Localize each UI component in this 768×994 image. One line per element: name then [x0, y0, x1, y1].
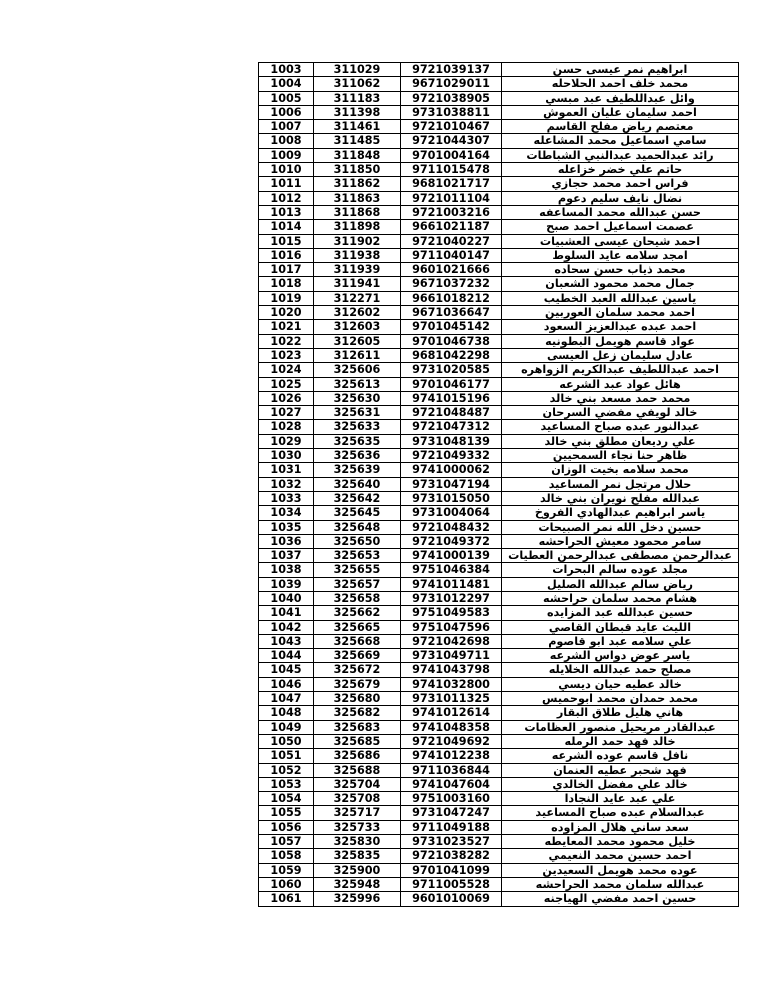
cell-number: 325948 [314, 877, 401, 891]
table-row [259, 348, 739, 362]
cell-number: 325669 [314, 649, 401, 663]
table-row [259, 377, 739, 391]
cell-sequence: 1049 [259, 720, 314, 734]
cell-sequence: 1021 [259, 320, 314, 334]
cell-sequence: 1027 [259, 406, 314, 420]
cell-name: سامر محمود معيش الحراحشه [502, 534, 739, 548]
cell-name: نافل قاسم عوده الشرعه [502, 749, 739, 763]
cell-name: عبدالسلام عبده صباح المساعيد [502, 806, 739, 820]
cell-name: احمد عبده عبدالعزيز السعود [502, 320, 739, 334]
cell-national-id: 9721048487 [401, 406, 502, 420]
cell-number: 311898 [314, 220, 401, 234]
cell-sequence: 1012 [259, 191, 314, 205]
cell-national-id: 9721039137 [401, 63, 502, 77]
cell-national-id: 9741000062 [401, 463, 502, 477]
cell-number: 325683 [314, 720, 401, 734]
cell-national-id: 9721040227 [401, 234, 502, 248]
cell-national-id: 9751046384 [401, 563, 502, 577]
table-row [259, 463, 739, 477]
cell-name: فراس احمد محمد حجازي [502, 177, 739, 191]
cell-name: خالد علي مفضل الخالدي [502, 777, 739, 791]
cell-national-id: 9731020585 [401, 363, 502, 377]
cell-sequence: 1040 [259, 591, 314, 605]
cell-name: محمد سلامه بخيت الوزان [502, 463, 739, 477]
cell-sequence: 1031 [259, 463, 314, 477]
table-row [259, 534, 739, 548]
table-row [259, 792, 739, 806]
cell-name: محمد ذياب حسن سحاده [502, 263, 739, 277]
table-row [259, 220, 739, 234]
table-row [259, 749, 739, 763]
cell-number: 325636 [314, 449, 401, 463]
table-row [259, 420, 739, 434]
cell-name: هائل عواد عبد الشرعه [502, 377, 739, 391]
cell-national-id: 9661021187 [401, 220, 502, 234]
table-row [259, 506, 739, 520]
cell-sequence: 1024 [259, 363, 314, 377]
cell-number: 325657 [314, 577, 401, 591]
cell-sequence: 1053 [259, 777, 314, 791]
cell-number: 325630 [314, 391, 401, 405]
table-row [259, 434, 739, 448]
cell-number: 325688 [314, 763, 401, 777]
cell-sequence: 1035 [259, 520, 314, 534]
cell-sequence: 1009 [259, 148, 314, 162]
cell-sequence: 1013 [259, 205, 314, 219]
cell-number: 311848 [314, 148, 401, 162]
cell-sequence: 1022 [259, 334, 314, 348]
cell-number: 325679 [314, 677, 401, 691]
cell-name: عوده محمد هويمل السعيدين [502, 863, 739, 877]
cell-name: سامي اسماعيل محمد المشاعله [502, 134, 739, 148]
cell-sequence: 1057 [259, 835, 314, 849]
cell-sequence: 1043 [259, 634, 314, 648]
table-row [259, 806, 739, 820]
cell-national-id: 9741032800 [401, 677, 502, 691]
table-row [259, 863, 739, 877]
cell-sequence: 1048 [259, 706, 314, 720]
cell-national-id: 9701041099 [401, 863, 502, 877]
cell-sequence: 1047 [259, 692, 314, 706]
cell-name: محمد حمد مسعد بني خالد [502, 391, 739, 405]
cell-number: 325680 [314, 692, 401, 706]
cell-name: احمد محمد سلمان العوربين [502, 306, 739, 320]
cell-national-id: 9721047312 [401, 420, 502, 434]
cell-name: عبدالرحمن مصطفى عبدالرحمن العطيات [502, 549, 739, 563]
cell-sequence: 1025 [259, 377, 314, 391]
cell-name: حسين احمد مفضي الهياجنه [502, 892, 739, 906]
cell-sequence: 1007 [259, 120, 314, 134]
cell-national-id: 9741047604 [401, 777, 502, 791]
cell-national-id: 9701045142 [401, 320, 502, 334]
cell-number: 325640 [314, 477, 401, 491]
cell-sequence: 1051 [259, 749, 314, 763]
cell-name: مجلد عوده سالم البحرات [502, 563, 739, 577]
cell-national-id: 9721049332 [401, 449, 502, 463]
cell-name: الليث عايد قبطان القاصي [502, 620, 739, 634]
table-row [259, 620, 739, 634]
cell-number: 325835 [314, 849, 401, 863]
cell-national-id: 9701046738 [401, 334, 502, 348]
cell-national-id: 9731004064 [401, 506, 502, 520]
cell-name: ياسر ابراهيم عبدالهادي الفروخ [502, 506, 739, 520]
cell-number: 325606 [314, 363, 401, 377]
table-row [259, 692, 739, 706]
table-row [259, 291, 739, 305]
table-row [259, 248, 739, 262]
cell-sequence: 1029 [259, 434, 314, 448]
names-table [258, 62, 739, 907]
cell-name: احمد عبداللطيف عبدالكريم الزواهره [502, 363, 739, 377]
cell-sequence: 1036 [259, 534, 314, 548]
cell-sequence: 1019 [259, 291, 314, 305]
cell-national-id: 9751049583 [401, 606, 502, 620]
cell-name: ياسين عبدالله العبد الخطيب [502, 291, 739, 305]
cell-name: عادل سليمان زعل العيسى [502, 348, 739, 362]
cell-sequence: 1058 [259, 849, 314, 863]
cell-name: علي رديعان مطلق بني خالد [502, 434, 739, 448]
cell-national-id: 9711005528 [401, 877, 502, 891]
cell-national-id: 9741000139 [401, 549, 502, 563]
cell-name: جمال محمد محمود الشعبان [502, 277, 739, 291]
table-row [259, 205, 739, 219]
table-row [259, 134, 739, 148]
cell-sequence: 1003 [259, 63, 314, 77]
table-row [259, 105, 739, 119]
cell-name: حسين دخل الله نمر الصبيحات [502, 520, 739, 534]
cell-name: حلال مرتجل نمر المساعيد [502, 477, 739, 491]
cell-name: مصلح حمد عبدالله الخلايله [502, 663, 739, 677]
cell-national-id: 9681042298 [401, 348, 502, 362]
cell-national-id: 9711015478 [401, 163, 502, 177]
cell-name: عواد قاسم هويمل البطونيه [502, 334, 739, 348]
cell-number: 311398 [314, 105, 401, 119]
table-row [259, 77, 739, 91]
cell-national-id: 9721048432 [401, 520, 502, 534]
cell-name: حاتم علي خضر خزاعله [502, 163, 739, 177]
cell-number: 312605 [314, 334, 401, 348]
cell-national-id: 9721042698 [401, 634, 502, 648]
cell-national-id: 9731023527 [401, 835, 502, 849]
cell-name: احمد حسين محمد النعيمي [502, 849, 739, 863]
cell-national-id: 9751047596 [401, 620, 502, 634]
cell-sequence: 1060 [259, 877, 314, 891]
cell-number: 311939 [314, 263, 401, 277]
table-row [259, 263, 739, 277]
cell-name: عبدالقادر مريحيل منصور العظامات [502, 720, 739, 734]
cell-name: ظاهر حنا نجاء السمحيين [502, 449, 739, 463]
cell-name: امجد سلامه عايد السلوط [502, 248, 739, 262]
cell-number: 325650 [314, 534, 401, 548]
cell-national-id: 9731048139 [401, 434, 502, 448]
table-row [259, 677, 739, 691]
cell-national-id: 9701004164 [401, 148, 502, 162]
cell-national-id: 9741048358 [401, 720, 502, 734]
cell-national-id: 9671036647 [401, 306, 502, 320]
cell-national-id: 9731012297 [401, 591, 502, 605]
cell-sequence: 1005 [259, 91, 314, 105]
cell-sequence: 1039 [259, 577, 314, 591]
table-row [259, 706, 739, 720]
cell-national-id: 9721003216 [401, 205, 502, 219]
cell-national-id: 9701046177 [401, 377, 502, 391]
cell-number: 312271 [314, 291, 401, 305]
cell-name: احمد سليمان عليان العموش [502, 105, 739, 119]
cell-sequence: 1042 [259, 620, 314, 634]
cell-number: 325645 [314, 506, 401, 520]
cell-national-id: 9731011325 [401, 692, 502, 706]
cell-number: 325704 [314, 777, 401, 791]
cell-sequence: 1059 [259, 863, 314, 877]
table-row [259, 835, 739, 849]
table-row [259, 649, 739, 663]
cell-number: 325708 [314, 792, 401, 806]
cell-sequence: 1054 [259, 792, 314, 806]
cell-national-id: 9721010467 [401, 120, 502, 134]
cell-number: 311461 [314, 120, 401, 134]
cell-number: 325662 [314, 606, 401, 620]
cell-national-id: 9721038282 [401, 849, 502, 863]
cell-national-id: 9601010069 [401, 892, 502, 906]
cell-name: عصمت اسماعيل احمد صبح [502, 220, 739, 234]
table-row [259, 877, 739, 891]
cell-national-id: 9731047194 [401, 477, 502, 491]
cell-sequence: 1028 [259, 420, 314, 434]
cell-name: خالد لويفي مفضي السرحان [502, 406, 739, 420]
cell-sequence: 1046 [259, 677, 314, 691]
cell-number: 325682 [314, 706, 401, 720]
table-row [259, 391, 739, 405]
cell-name: سعد ساني هلال المزاوده [502, 820, 739, 834]
table-row [259, 334, 739, 348]
cell-name: عبدالله سلمان محمد الحراحشه [502, 877, 739, 891]
table-row [259, 306, 739, 320]
cell-sequence: 1030 [259, 449, 314, 463]
cell-name: حسن عبدالله محمد المساعفه [502, 205, 739, 219]
cell-sequence: 1015 [259, 234, 314, 248]
cell-national-id: 9721049692 [401, 734, 502, 748]
cell-national-id: 9711040147 [401, 248, 502, 262]
table-row [259, 663, 739, 677]
cell-sequence: 1010 [259, 163, 314, 177]
cell-national-id: 9721049372 [401, 534, 502, 548]
cell-sequence: 1023 [259, 348, 314, 362]
cell-number: 325639 [314, 463, 401, 477]
cell-sequence: 1056 [259, 820, 314, 834]
cell-name: رائد عبدالحميد عبدالنبي الشباطات [502, 148, 739, 162]
cell-number: 325900 [314, 863, 401, 877]
cell-sequence: 1004 [259, 77, 314, 91]
table-row [259, 163, 739, 177]
cell-national-id: 9721044307 [401, 134, 502, 148]
cell-sequence: 1020 [259, 306, 314, 320]
cell-number: 311941 [314, 277, 401, 291]
table-row [259, 606, 739, 620]
table-row [259, 577, 739, 591]
cell-sequence: 1055 [259, 806, 314, 820]
cell-name: حسين عبدالله عبد المزايده [502, 606, 739, 620]
cell-number: 325665 [314, 620, 401, 634]
cell-sequence: 1033 [259, 491, 314, 505]
cell-national-id: 9671029011 [401, 77, 502, 91]
cell-national-id: 9731038811 [401, 105, 502, 119]
table-row [259, 148, 739, 162]
cell-number: 311485 [314, 134, 401, 148]
cell-name: هاني هليل طلاق البقار [502, 706, 739, 720]
table-row [259, 720, 739, 734]
cell-sequence: 1038 [259, 563, 314, 577]
cell-number: 325996 [314, 892, 401, 906]
table-row [259, 277, 739, 291]
cell-number: 325648 [314, 520, 401, 534]
cell-sequence: 1032 [259, 477, 314, 491]
cell-national-id: 9741012238 [401, 749, 502, 763]
cell-name: ابراهيم نمر عيسى حسن [502, 63, 739, 77]
cell-national-id: 9711049188 [401, 820, 502, 834]
cell-number: 311938 [314, 248, 401, 262]
cell-national-id: 9741012614 [401, 706, 502, 720]
cell-national-id: 9721038905 [401, 91, 502, 105]
table-row [259, 191, 739, 205]
cell-national-id: 9681021717 [401, 177, 502, 191]
table-row [259, 449, 739, 463]
cell-national-id: 9741043798 [401, 663, 502, 677]
cell-sequence: 1011 [259, 177, 314, 191]
table-row [259, 177, 739, 191]
table-row [259, 91, 739, 105]
cell-number: 325633 [314, 420, 401, 434]
cell-name: خالد فهد حمد الرمله [502, 734, 739, 748]
cell-national-id: 9731049711 [401, 649, 502, 663]
cell-sequence: 1044 [259, 649, 314, 663]
cell-sequence: 1018 [259, 277, 314, 291]
table-row [259, 892, 739, 906]
cell-name: عبدالنور عبده صباح المساعيد [502, 420, 739, 434]
table-row [259, 734, 739, 748]
cell-name: رياض سالم عبدالله الصليل [502, 577, 739, 591]
cell-number: 325686 [314, 749, 401, 763]
cell-name: فهد شحبر عطيه العنمان [502, 763, 739, 777]
cell-sequence: 1061 [259, 892, 314, 906]
cell-number: 325655 [314, 563, 401, 577]
table-row [259, 520, 739, 534]
table-row [259, 820, 739, 834]
cell-number: 312611 [314, 348, 401, 362]
cell-number: 325631 [314, 406, 401, 420]
cell-sequence: 1008 [259, 134, 314, 148]
cell-national-id: 9671037232 [401, 277, 502, 291]
cell-number: 311183 [314, 91, 401, 105]
cell-name: وائل عبداللطيف عبد مبسي [502, 91, 739, 105]
table-row [259, 63, 739, 77]
cell-number: 325672 [314, 663, 401, 677]
table-row [259, 849, 739, 863]
cell-name: خليل محمود محمد المعايطه [502, 835, 739, 849]
names-table-body [259, 63, 739, 907]
cell-national-id: 9741011481 [401, 577, 502, 591]
cell-national-id: 9731015050 [401, 491, 502, 505]
cell-national-id: 9711036844 [401, 763, 502, 777]
cell-sequence: 1016 [259, 248, 314, 262]
cell-national-id: 9661018212 [401, 291, 502, 305]
cell-sequence: 1034 [259, 506, 314, 520]
table-row [259, 491, 739, 505]
cell-name: علي سلامه عبد ابو قاصوم [502, 634, 739, 648]
cell-national-id: 9741015196 [401, 391, 502, 405]
cell-number: 325717 [314, 806, 401, 820]
cell-national-id: 9721011104 [401, 191, 502, 205]
cell-sequence: 1037 [259, 549, 314, 563]
cell-sequence: 1017 [259, 263, 314, 277]
cell-number: 325613 [314, 377, 401, 391]
table-row [259, 477, 739, 491]
cell-name: محمد حمدان محمد ابوحميس [502, 692, 739, 706]
cell-sequence: 1052 [259, 763, 314, 777]
cell-number: 311062 [314, 77, 401, 91]
cell-number: 325685 [314, 734, 401, 748]
cell-number: 325635 [314, 434, 401, 448]
table-row [259, 777, 739, 791]
cell-name: احمد شيحان عيسى العشبيات [502, 234, 739, 248]
cell-number: 325733 [314, 820, 401, 834]
cell-name: خالد عطيه حيان ديسي [502, 677, 739, 691]
cell-sequence: 1045 [259, 663, 314, 677]
table-row [259, 406, 739, 420]
cell-sequence: 1026 [259, 391, 314, 405]
table-row [259, 634, 739, 648]
cell-name: عبدالله مفلح نويران بني خالد [502, 491, 739, 505]
cell-name: محمد خلف احمد الحلاحله [502, 77, 739, 91]
cell-number: 325642 [314, 491, 401, 505]
cell-national-id: 9751003160 [401, 792, 502, 806]
cell-number: 325668 [314, 634, 401, 648]
cell-number: 311902 [314, 234, 401, 248]
cell-sequence: 1050 [259, 734, 314, 748]
cell-sequence: 1006 [259, 105, 314, 119]
cell-number: 325830 [314, 835, 401, 849]
table-row [259, 120, 739, 134]
cell-sequence: 1014 [259, 220, 314, 234]
table-row [259, 549, 739, 563]
cell-name: هشام محمد سلمان حراحشه [502, 591, 739, 605]
cell-national-id: 9601021666 [401, 263, 502, 277]
cell-number: 325658 [314, 591, 401, 605]
cell-number: 311868 [314, 205, 401, 219]
cell-number: 311029 [314, 63, 401, 77]
cell-name: معتصم رياض مفلح القاسم [502, 120, 739, 134]
table-row [259, 563, 739, 577]
cell-number: 312602 [314, 306, 401, 320]
cell-number: 311850 [314, 163, 401, 177]
cell-sequence: 1041 [259, 606, 314, 620]
table-row [259, 234, 739, 248]
table-row [259, 763, 739, 777]
cell-number: 325653 [314, 549, 401, 563]
table-row [259, 320, 739, 334]
cell-name: نضال نايف سليم دعوم [502, 191, 739, 205]
cell-name: ياسر عوض دواس الشرعه [502, 649, 739, 663]
table-row [259, 591, 739, 605]
cell-name: علي عبد عايد النجادا [502, 792, 739, 806]
cell-number: 312603 [314, 320, 401, 334]
cell-number: 311862 [314, 177, 401, 191]
cell-number: 311863 [314, 191, 401, 205]
names-table-container [258, 62, 732, 907]
cell-national-id: 9731047247 [401, 806, 502, 820]
table-row [259, 363, 739, 377]
